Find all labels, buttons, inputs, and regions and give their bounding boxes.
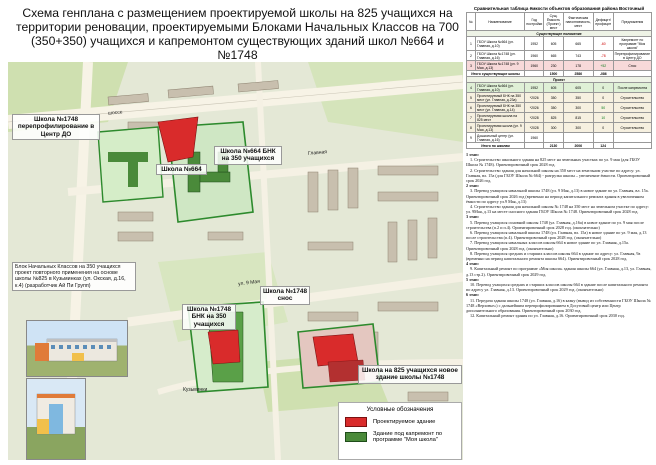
photo-caption: Блок Начальных Классов на 350 учащихся проект повторного применения на основе школы №825 в Кузьминках (ул. Окская, д.16, к.4) (разработчик Ай Пи Групп) — [12, 262, 136, 291]
total-cell — [613, 143, 651, 149]
table-cell: 300 — [563, 103, 593, 113]
table-cell: 10 — [593, 113, 613, 123]
table-cell: 1960 — [525, 61, 544, 71]
legend-label-repair: Здание под капремонт по программе "Моя школа" — [373, 431, 443, 443]
table-cell: Проектируемый БНК на 350 мест (ул. Главная, д.14) — [476, 103, 525, 113]
label-school-664[interactable]: Школа №664 — [156, 164, 207, 175]
stage-item: 7. Перевод учащихся начальных классов школы 664 в новое здание по ул. Главная, д.15а. Ориентировочный срок 2028 год. (окончательно) — [466, 240, 629, 251]
table-cell: 815 — [563, 113, 593, 123]
stage-header: 5 этап: — [466, 276, 479, 282]
total-cell: 2006 — [563, 143, 593, 149]
header-cell: Сущ. Ёмкость (Проект.) мест — [544, 13, 563, 31]
total-cell — [525, 143, 544, 149]
site-plan-map[interactable] — [8, 62, 463, 460]
table-row — [467, 133, 652, 143]
table-cell: 300 — [563, 123, 593, 133]
table-cell: Проектируемый БНК на 350 мест (ул. Главная, д.23а) — [476, 93, 525, 103]
table-cell: 605 — [544, 37, 563, 51]
stage-item: 2. Строительство здания для начальной школы на 350 мест на земельном участке по адресу: ул. Главная, вл. 15а (для ГБОУ Школа № 664) - разгрузка школы – увеличение ёмкости. Ориентировочный срок 2026 год. — [466, 167, 651, 184]
bnk-photo-1 — [26, 320, 128, 377]
table-row — [467, 61, 652, 71]
table-cell: Дошкольный центр (ул. Главная, д.16) — [476, 133, 525, 143]
table-cell: 350 — [544, 93, 563, 103]
stage-item: 12. Капитальный ремонт здания по ул. Главная, д.16. Ориентировочный срок 2030 год. — [470, 313, 625, 319]
table-cell: *2028 — [525, 113, 544, 123]
table-cell: Проектируемая школа (ул. 9 Мая, д.13) — [476, 123, 525, 133]
total-cell: -086 — [593, 71, 613, 77]
table-cell: 665 — [544, 51, 563, 61]
table-row — [467, 93, 652, 103]
table-cell: 0 — [593, 123, 613, 133]
table-cell: 743 — [563, 51, 593, 61]
bnk-photo-2 — [26, 378, 86, 460]
legend-title: Условные обозначения — [366, 406, 434, 413]
table-cell: -78 — [593, 51, 613, 61]
table-row — [467, 103, 652, 113]
header-cell: Дефицит/ профицит — [593, 13, 613, 31]
table-cell — [563, 133, 593, 143]
legend-label-projected: Проектируемое здание — [373, 419, 436, 425]
stages-notes — [466, 152, 652, 319]
table-cell: *2028 — [525, 123, 544, 133]
street-label: Главная — [307, 149, 328, 157]
legend-swatch-repair — [345, 432, 367, 442]
table-cell: -60 — [593, 37, 613, 51]
legend-item-projected — [345, 417, 461, 427]
table-cell: Снос — [613, 61, 651, 71]
label-school-1748-bnk[interactable]: Школа №1748 БНК на 350 учащихся — [182, 304, 236, 330]
header-cell: Наименование — [476, 13, 525, 31]
total-cell: 2130 — [544, 143, 563, 149]
total-row — [467, 143, 652, 149]
table-cell: 9 — [467, 133, 476, 143]
table-cell: 1960 — [525, 51, 544, 61]
table-cell: 4 — [467, 83, 476, 93]
table-cell: 0 — [593, 93, 613, 103]
legend — [338, 402, 462, 460]
legend-swatch-projected — [345, 417, 367, 427]
stage-header: 4 этап: — [466, 261, 479, 267]
table-row — [467, 51, 652, 61]
total-cell: 1500 — [544, 71, 563, 77]
school-building-icon — [27, 321, 127, 376]
table-cell — [593, 133, 613, 143]
table-row — [467, 123, 652, 133]
stage-header: 3 этап: — [466, 214, 479, 220]
table-cell: 6 — [467, 103, 476, 113]
table-cell: 665 — [563, 37, 593, 51]
table-cell: Строительство — [613, 93, 651, 103]
table-header-row — [467, 13, 652, 31]
table-cell: 178 — [563, 61, 593, 71]
total-label: Итого существующие школы — [467, 71, 525, 77]
header-cell: Фактическая наполняемость, мест — [563, 13, 593, 31]
table-cell: ГБОУ Школа №664 (ул. Главная, д.10) — [476, 37, 525, 51]
table-cell: Проектируемая школа на 825 мест — [476, 113, 525, 123]
table-cell: +52 — [593, 61, 613, 71]
street-label: Кузьминки — [183, 387, 208, 393]
table-cell: 230 — [544, 61, 563, 71]
section-cell: Проект — [467, 77, 652, 83]
table-cell — [613, 133, 651, 143]
table-cell: После капремонта — [613, 83, 651, 93]
stage-header: 6 этап: — [466, 292, 479, 298]
table-cell: 0 — [593, 83, 613, 93]
stage-item: 10. Перевод учащихся средних и старших классов школы 664 в здание после капитального ремонта по адресу ул. Главная, д.13. Ориентировочный срок 2029 год. (окончательно) — [466, 282, 648, 293]
label-new-school-825[interactable]: Школа на 825 учащихся новое здание школы №1748 — [358, 365, 462, 384]
header-cell: Год постройки — [525, 13, 544, 31]
table-cell — [544, 133, 563, 143]
label-school-664-bnk[interactable]: Школа №664 БНК на 350 учащихся — [214, 146, 282, 165]
table-cell: 1 — [467, 37, 476, 51]
street-label: ул. 9 Мая — [237, 278, 261, 288]
stage-item: 3. Перевод учащихся начальной школы 1748 (ул. 9 Мая, д.13) в новое здание по ул. Главная, вл. 15а. Ориентировочный срок 2026 год (временно на период капитального ремонта здания в увеличенном ёмкости по адресу ул.9 Мая, д.13) — [466, 188, 649, 204]
school-building-icon — [27, 379, 85, 459]
total-cell: 2586 — [563, 71, 593, 77]
table-cell: 2 — [467, 51, 476, 61]
table-cell: 605 — [563, 83, 593, 93]
table-row — [467, 113, 652, 123]
table-cell: 7 — [467, 113, 476, 123]
comparison-table — [466, 12, 652, 149]
table-row — [467, 37, 652, 51]
stage-item: 8. Перевод учащихся средних и старших классов школы 664 в здание по адресу: ул. Главная, 9а (временно на период капитального ремонта школы 664). Ориентировочный срок 2028 год. — [466, 250, 641, 262]
table-cell: 1960 — [525, 133, 544, 143]
section-cell: Существующее положение — [467, 31, 652, 37]
table-cell: Перепрофилирование в Центр ДО — [614, 51, 650, 60]
table-cell: 300 — [544, 123, 563, 133]
table-cell: *2026 — [525, 93, 544, 103]
table-cell: 3 — [467, 61, 476, 71]
total-label: Итого по школам — [467, 143, 525, 149]
header-cell: № — [467, 13, 476, 31]
header-cell: Предложения — [613, 13, 651, 31]
table-cell: 5 — [467, 93, 476, 103]
label-school-1748-demolish[interactable]: Школа №1748 снос — [260, 286, 310, 305]
stage-header: 1 этап: — [466, 152, 479, 157]
stage-header: 2 этап: — [466, 183, 479, 189]
table-cell: 605 — [544, 83, 563, 93]
stage-item: 1. Строительство школьного здания на 825 мест на земельных участках по ул. 9 мая (для ГБОУ Школа № 1748). Ориентировочный срок 2028 год. — [466, 157, 641, 168]
comparison-panel — [466, 6, 652, 460]
stage-item: 5. Перевод учащихся основной школы 1748 (ул. Главная, д.16а) в новое здание по ул. 9 мая после строительства (п.2 и п.4). Ориентировочный срок 2028 год. (окончательно) — [466, 219, 644, 230]
table-cell: Строительство — [613, 123, 651, 133]
table-cell: ГБОУ Школа №1748 (ул. 9 Мая, д.13) — [476, 61, 525, 71]
label-school-1748-top[interactable]: Школа №1748 перепрофилирование в Центр ДО — [12, 114, 100, 140]
table-cell: Капремонт по программе "Моя школа" — [613, 37, 651, 51]
street-label: шоссе — [107, 109, 123, 117]
table-cell: 8 — [467, 123, 476, 133]
table-cell: ГБОУ Школа №664 (ул. Главная, д.10) — [476, 83, 525, 93]
stage-item: 4. Строительство здания для начальной школы № 1748 на 350 мест на земельном участке по адресу: ул. 9Мая, д.13 на месте сносного здания ГБОУ Школа № 1748. Ориентировочный срок 2028 год. — [466, 204, 649, 215]
table-cell: 1952 — [525, 37, 544, 51]
page-title: Схема генплана с размещением проектируемой школы на 825 учащихся на территории реновации, проектируемыми Блоками Начальных Классов на 700 (350+350) учащихся и капремонтом существующих зданий школ №664 и №1748 — [16, 6, 459, 62]
table-row — [467, 83, 652, 93]
table-cell: 50 — [593, 103, 613, 113]
table-cell: 350 — [563, 93, 593, 103]
table-cell: *2026 — [525, 103, 544, 113]
stage-item: 11. Передача здания школы 1748 (ул. Главная, д.16) в казну (вывод из собственности ГБОУ Школа № 1748 «Верховье») с дальнейшим перепрофилированием в Досуговый центр или Центр дополнительного образования. Ориентировочный срок 2030 год. — [466, 297, 651, 314]
stage-item: 6. Перевод учащихся начальной школы 1748 (ул. Главная, вл. 15а) в новое здание по ул. 9 мая, д.13 после строительства (п.4). Ориентировочный срок 2028 год. (окончательно) — [466, 230, 647, 241]
table-title: Сравнительная таблица ёмкости объектов образования района Восточный — [473, 6, 645, 11]
table-cell: 825 — [544, 113, 563, 123]
table-cell: Строительство — [613, 113, 651, 123]
table-cell: 1952 — [525, 83, 544, 93]
stage-item: 9. Капитальный ремонт по программе «Моя школа» здания школы 664 (ул. Главная, д.13, ул. Главная, д.13 стр.2). Ориентировочный срок 2029 год. — [466, 266, 652, 277]
legend-item-repair — [345, 431, 461, 443]
table-cell: 350 — [544, 103, 563, 113]
table-cell: ГБОУ Школа №1748 (ул. Главная, д.16) — [476, 51, 525, 61]
table-cell: Строительство — [613, 103, 651, 113]
total-cell: 124 — [593, 143, 613, 149]
